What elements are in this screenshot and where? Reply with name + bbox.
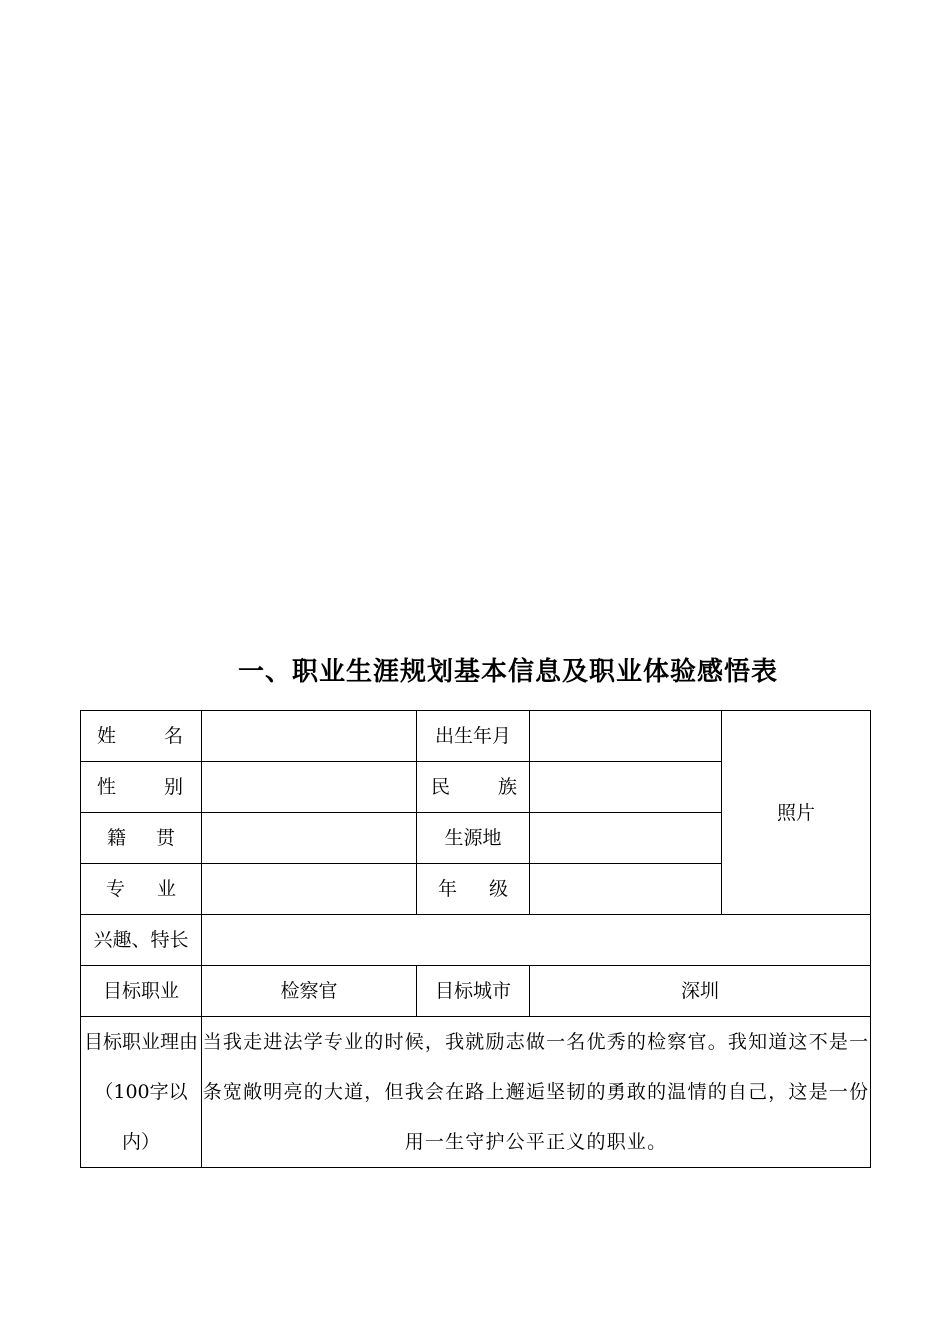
major-label: 专 业 [81,864,202,915]
ethnicity-field[interactable] [530,762,722,813]
row-interests [81,915,871,966]
target-job-value[interactable]: 检察官 [202,966,417,1017]
native-place-field[interactable] [202,813,417,864]
page-title: 一、职业生涯规划基本信息及职业体验感悟表 [237,657,778,687]
grade-label: 年 级 [417,864,530,915]
target-city-value[interactable]: 深圳 [530,966,871,1017]
interests-label: 兴趣、特长 [81,915,202,966]
reason-label: 目标职业理由（100字以内） [81,1017,202,1168]
birth-field[interactable] [530,711,722,762]
ethnicity-label: 民 族 [417,762,530,813]
reason-text[interactable]: 当我走进法学专业的时候，我就励志做一名优秀的检察官。我知道这不是一条宽敞明亮的大道，但我会在路上邂逅坚韧的勇敢的温情的自己，这是一份用一生守护公平正义的职业。 [202,1017,871,1168]
interests-field[interactable] [202,915,871,966]
target-city-label: 目标城市 [417,966,530,1017]
target-job-label: 目标职业 [81,966,202,1017]
row-name [81,711,871,762]
origin-label: 生源地 [417,813,530,864]
name-label: 姓 名 [81,711,202,762]
native-place-label: 籍 贯 [81,813,202,864]
birth-label: 出生年月 [417,711,530,762]
row-target [81,966,871,1017]
photo-box[interactable]: 照片 [722,711,871,915]
career-info-table [80,710,871,1168]
major-field[interactable] [202,864,417,915]
name-field[interactable] [202,711,417,762]
gender-field[interactable] [202,762,417,813]
gender-label: 性 别 [81,762,202,813]
row-reason [81,1017,871,1168]
grade-field[interactable] [530,864,722,915]
origin-field[interactable] [530,813,722,864]
